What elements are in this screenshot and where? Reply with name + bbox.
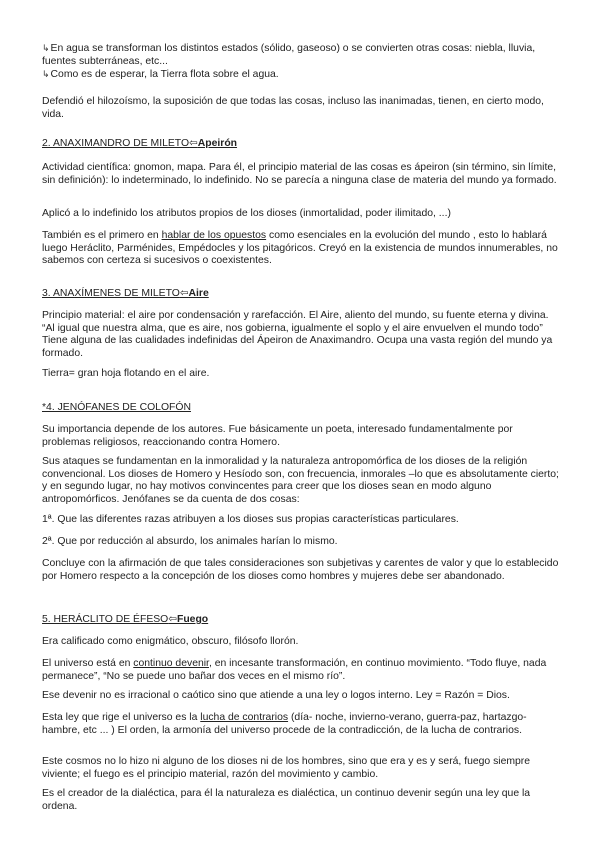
paragraph: Tierra= gran hoja flotando en el aire.: [42, 368, 210, 379]
underlined-phrase: hablar de los opuestos: [161, 230, 267, 241]
paragraph: 2ª. Que por reducción al absurdo, los animales harían lo mismo.: [42, 536, 338, 547]
return-arrow-icon: ↳: [42, 69, 50, 79]
text-run: También es el primero en: [42, 230, 162, 241]
bullet-text: En agua se transforman los distintos estados (sólido, gaseoso) o se convierten otras cosas: niebla, lluvia, fuentes subterráneas, etc...: [42, 43, 536, 67]
left-arrow-icon: ⇦: [168, 614, 177, 625]
text-run: El universo está en: [42, 658, 134, 669]
underlined-phrase: lucha de contrarios: [200, 712, 289, 723]
return-arrow-icon: ↳: [42, 43, 50, 53]
heading-text: 2. ANAXIMANDRO DE MILETO: [42, 138, 190, 149]
paragraph: Actividad científica: gnomon, mapa. Para él, el principio material de las cosas es ápeiron (sin término, sin límite, sin definición): lo indeterminado, lo indefinido. No se parecía a ninguna clase de materia del mundo ya formado.: [42, 162, 557, 186]
paragraph: [42, 230, 564, 268]
heading-text: *4. JENÓFANES DE COLOFÓN: [42, 402, 191, 413]
paragraph: Concluye con la afirmación de que tales consideraciones son subjetivas y carentes de valor y que lo establecido por Homero respecto a la concepción de los dioses como hombres y mujeres debe ser abandonado.: [42, 558, 559, 582]
text-run: Esta ley que rige el universo es la: [42, 712, 201, 723]
section-heading: [42, 614, 564, 627]
section-heading: [42, 402, 564, 415]
heading-keyword: Apeirón: [197, 138, 238, 149]
heading-text: 5. HERÁCLITO DE ÉFESO: [42, 614, 169, 625]
section-heading: [42, 138, 564, 151]
paragraph: Este cosmos no lo hizo ni alguno de los dioses ni de los hombres, sino que era y es y será, fuego siempre viviente; el fuego es el principio material, razón del movimiento y cambio.: [42, 756, 531, 780]
text-run: como esenciales en la evolución del mundo , esto lo hablará luego Heráclito, Parménides, Empédocles y los pitagóricos. Creyó en la existencia de mundos innumerables, no sabemos con certeza si sucesivos o coexistentes.: [42, 230, 558, 267]
text-run: (día- noche, invierno-verano, guerra-paz, hartazgo-hambre, etc ... ) El orden, la armonía del universo procede de la contradicción, de la lucha de contrarios.: [42, 712, 527, 736]
heading-text: 3. ANAXÍMENES DE MILETO: [42, 288, 180, 299]
bullet-item: [42, 42, 564, 68]
left-arrow-icon: ⇦: [179, 288, 189, 299]
heading-keyword: Fuego: [176, 614, 209, 625]
paragraph: [42, 658, 564, 683]
paragraph: [42, 712, 564, 737]
paragraph: Era calificado como enigmático, obscuro, filósofo llorón.: [42, 636, 299, 647]
text-run: , en incesante transformación, en continuo movimiento. “Todo fluye, nada permanece”, “No se puede uno bañar dos veces en el mismo río”.: [42, 658, 547, 682]
paragraph: Sus ataques se fundamentan en la inmoralidad y la naturaleza antropomórfica de los dioses de la religión convencional. Los dioses de Homero y Hesíodo son, con frecuencia, inmorales –lo que es absolutamente cierto; y en segundo lugar, no hay motivos convincentes para creer que los dioses sean en modo alguno antropomórficos. Jenófanes se da cuenta de dos cosas:: [42, 456, 559, 505]
paragraph: Ese devenir no es irracional o caótico sino que atiende a una ley o logos interno. Ley = Razón = Dios.: [42, 690, 510, 701]
paragraph: Defendió el hilozoísmo, la suposición de que todas las cosas, incluso las inanimadas, tienen, en cierto modo, vida.: [42, 96, 544, 120]
left-arrow-icon: ⇦: [189, 138, 198, 149]
paragraph: Aplicó a lo indefinido los atributos propios de los dioses (inmortalidad, poder ilimitado, ...): [42, 208, 451, 219]
paragraph: Es el creador de la dialéctica, para él la naturaleza es dialéctica, un continuo devenir según una ley que la ordena.: [42, 788, 531, 812]
paragraph: Su importancia depende de los autores. Fue básicamente un poeta, interesado fundamentalmente por problemas religiosos, reaccionando contra Homero.: [42, 424, 513, 448]
paragraph: 1ª. Que las diferentes razas atribuyen a los dioses sus propias características particulares.: [42, 514, 459, 525]
underlined-phrase: continuo devenir: [133, 658, 209, 669]
section-heading: [42, 288, 564, 301]
paragraph: Principio material: el aire por condensación y rarefacción. El Aire, aliento del mundo, su fuente eterna y divina. “Al igual que nuestra alma, que es aire, nos gobierna, igualmente el soplo y el aire envuelven el mundo todo” Tiene alguna de las cualidades indefinidas del Ápeiron de Anaximandro. Ocupa una vasta región del mundo ya formado.: [42, 310, 553, 359]
heading-keyword: Aire: [188, 288, 209, 299]
bullet-text: Como es de esperar, la Tierra flota sobre el agua.: [50, 69, 279, 80]
bullet-item: [42, 68, 564, 82]
